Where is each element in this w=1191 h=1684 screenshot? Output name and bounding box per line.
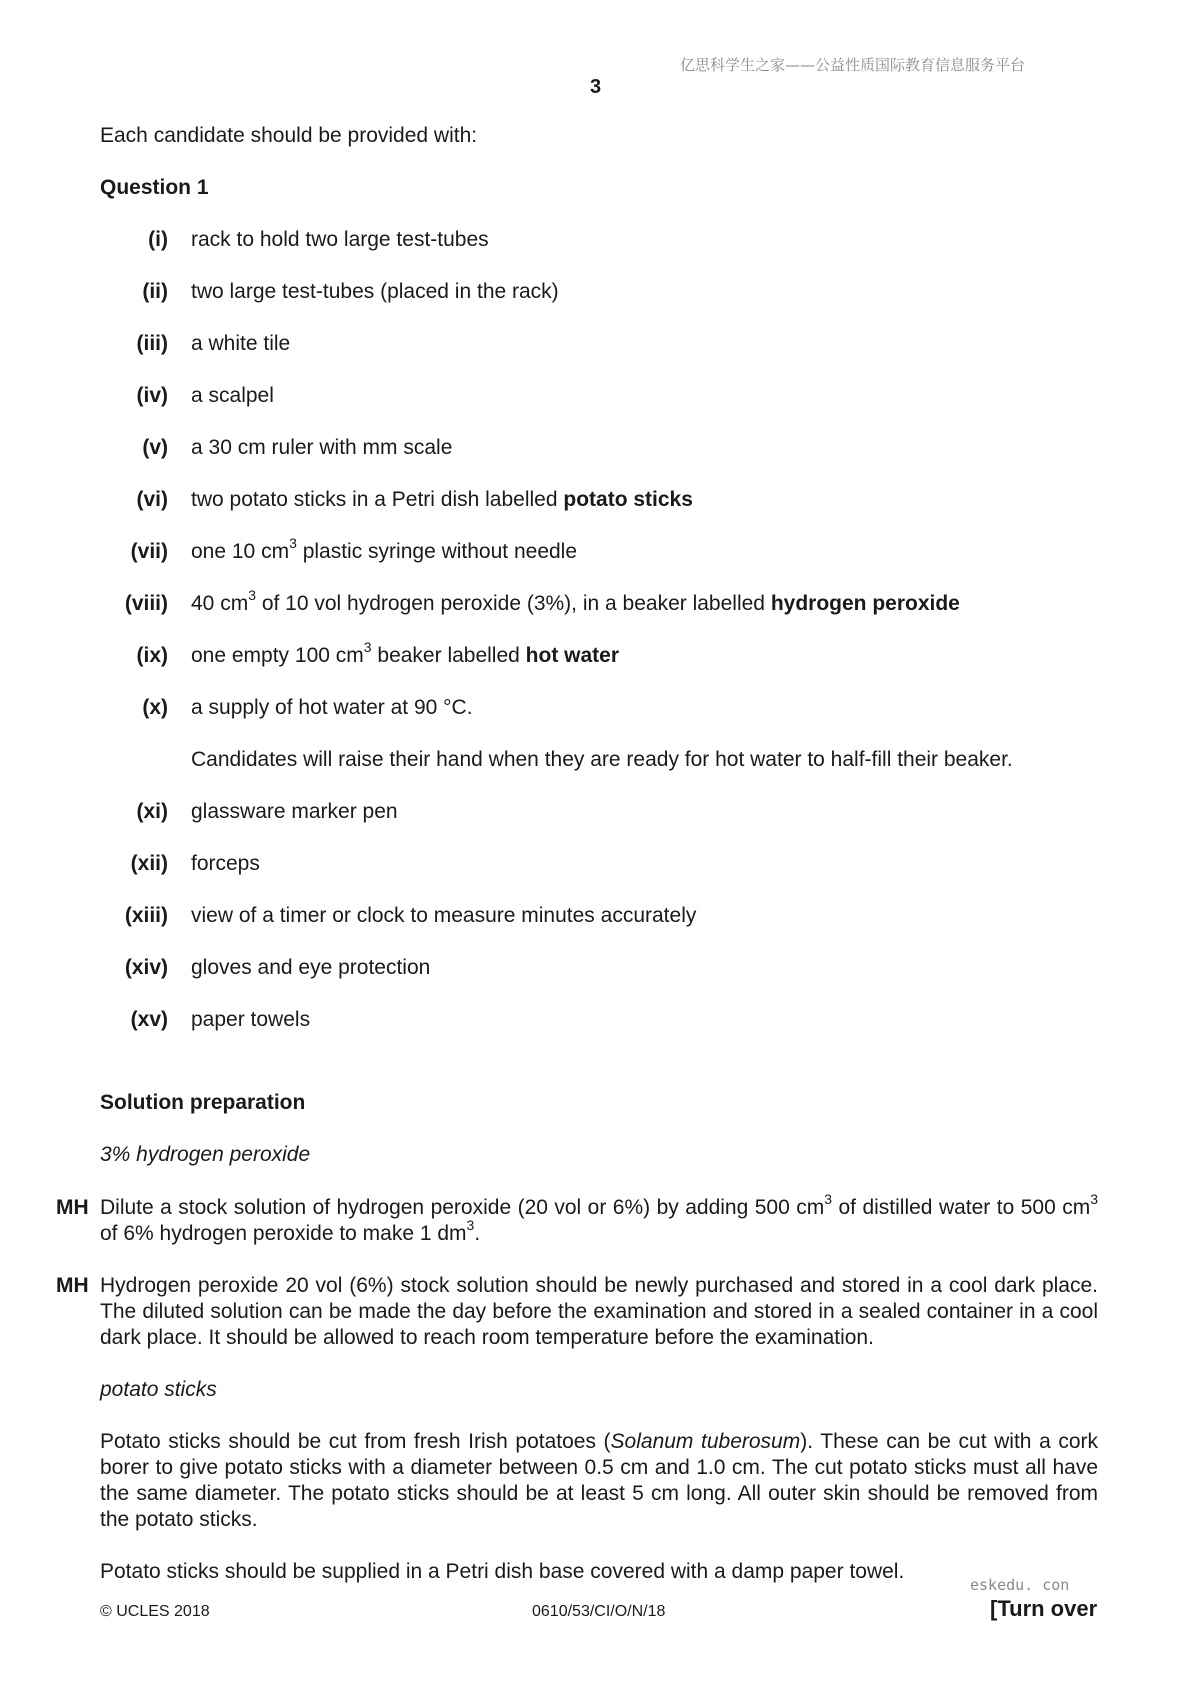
dilution-paragraph: Dilute a stock solution of hydrogen peroxide (20 vol or 6%) by adding 500 $cm^3$ of distilled water to 500 $cm^3$ of 6% hydrogen peroxide to make 1 $dm^3$. [100, 1191, 1098, 1245]
item-number: (vi) [136, 488, 168, 511]
item-number: (xii) [130, 852, 168, 875]
item-text: a 30 cm ruler with mm scale [191, 436, 453, 459]
item-number: (xv) [130, 1008, 168, 1031]
petri-paragraph: Potato sticks should be supplied in a Petri dish base covered with a damp paper towel. [100, 1560, 905, 1583]
item-text: gloves and eye protection [191, 956, 431, 979]
item-text: a white tile [191, 332, 291, 355]
h2o2-subheading: 3% hydrogen peroxide [100, 1143, 311, 1166]
item-number: (iv) [136, 384, 168, 407]
item-number: (x) [142, 696, 168, 719]
turn-over: [Turn over [990, 1596, 1098, 1621]
item-number: (iii) [136, 332, 168, 355]
item-text: 40 $cm^3$ of 10 vol hydrogen peroxide (3%), in a beaker labelled hydrogen peroxide [191, 587, 960, 615]
mh-label: MH [56, 1196, 89, 1219]
potato-paragraph: Potato sticks should be cut from fresh Irish potatoes (Solanum tuberosum). These can be cut with a cork borer to give potato sticks with a diameter between 0.5 cm and 1.0 cm. The cut potato sticks must all have the same diameter. The potato sticks should be at least 5 cm long. All outer skin should be removed from the potato sticks. [100, 1430, 1098, 1531]
item-number: (v) [142, 436, 168, 459]
item-number: (ii) [142, 280, 168, 303]
item-number: (viii) [124, 592, 168, 615]
item-text: two large test-tubes (placed in the rack) [191, 280, 559, 303]
storage-paragraph: Hydrogen peroxide 20 vol (6%) stock solution should be newly purchased and stored in a cool dark place. The diluted solution can be made the day before the examination and stored in a sealed container in a cool dark place. It should be allowed to reach room temperature before the examination. [100, 1274, 1098, 1349]
intro-text: Each candidate should be provided with: [100, 124, 478, 147]
page-number: 3 [590, 76, 602, 98]
item-text: forceps [191, 852, 260, 875]
item-text: glassware marker pen [191, 800, 398, 823]
item-text: a scalpel [191, 384, 274, 407]
item-text: two potato sticks in a Petri dish labelled potato sticks [191, 488, 693, 511]
item-text: a supply of hot water at 90 °C. [191, 696, 473, 719]
mh-label: MH [56, 1274, 89, 1297]
item-number: (i) [148, 228, 168, 251]
paper-code: 0610/53/CI/O/N/18 [532, 1603, 666, 1620]
item-number: (xiii) [124, 904, 168, 927]
question-heading: Question 1 [100, 176, 209, 199]
footer-watermark: eskedu. con [970, 1576, 1070, 1594]
copyright: © UCLES 2018 [100, 1603, 210, 1620]
item-number: (vii) [130, 540, 168, 563]
item-text: paper towels [191, 1008, 311, 1031]
item-number: (xi) [136, 800, 168, 823]
item-text: one 10 $cm^3$ plastic syringe without needle [191, 535, 578, 563]
item-text: rack to hold two large test-tubes [191, 228, 489, 251]
item-text: Candidates will raise their hand when they are ready for hot water to half-fill their beaker. [191, 748, 1013, 771]
potato-subheading: potato sticks [100, 1378, 217, 1401]
item-number: (ix) [136, 644, 168, 667]
item-text: view of a timer or clock to measure minutes accurately [191, 904, 697, 927]
item-number: (xiv) [124, 956, 168, 979]
solution-heading: Solution preparation [100, 1091, 306, 1114]
item-text: one empty 100 $cm^3$ beaker labelled hot water [191, 639, 620, 667]
header-watermark: 亿思科学生之家——公益性质国际教育信息服务平台 [680, 56, 1026, 74]
